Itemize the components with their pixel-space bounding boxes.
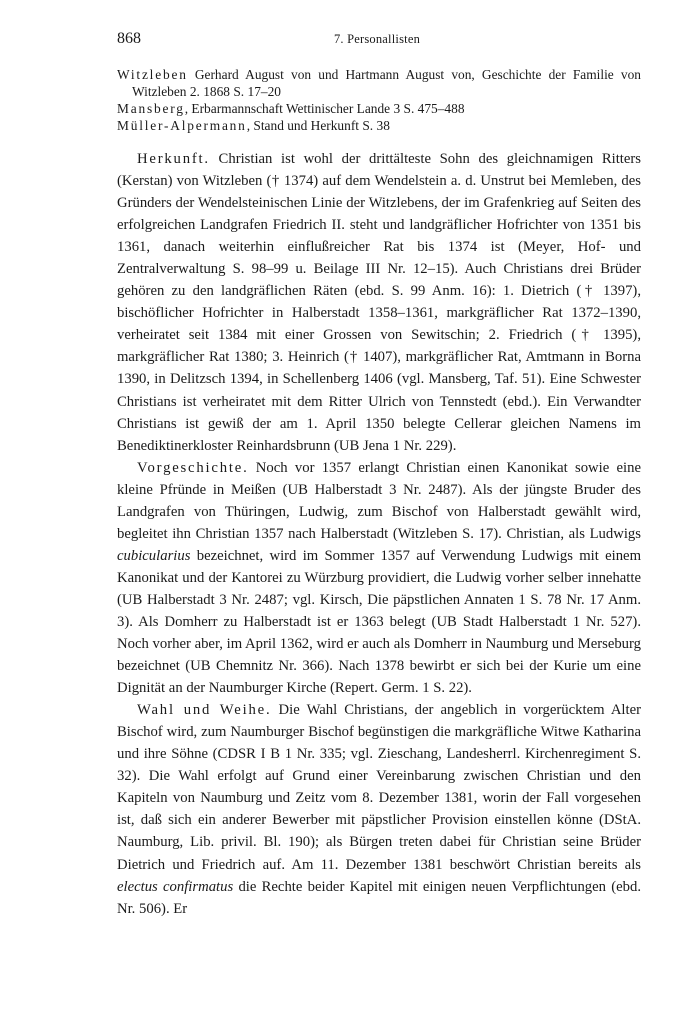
- page-header: [117, 30, 637, 52]
- paragraph-text: Christian ist wohl der drittälteste Sohn des gleichnamigen Ritters (Kerstan) von Witzleben († 1374) auf dem Wendelstein a. d. Unstrut bei Memleben, des Gründers der Wendelsteinischen Linie der Witzlebens, der im Grafenkrieg auf Seiten des erfolgreichen Landgrafen Friedrich II. steht und landgräflicher Hofrichter von 1351 bis 1361, danach weiterhin einflußreicher Rat bis 1374 ist (Meyer, Hof- und Zentralverwaltung S. 98–99 u. Beilage III Nr. 12–15). Auch Christians drei Brüder gehören zu den landgräflichen Räten (ebd. S. 99 Anm. 16): 1. Dietrich († 1397), bischöflicher Hofrichter in Halberstadt 1358–1361, markgräflicher Rat 1372–1390, verheiratet seit 1384 mit einer Grossen von Sewitschin; 2. Friedrich († 1395), markgräflicher Rat 1380; 3. Heinrich († 1407), markgräflicher Rat, Amtmann in Borna 1390, in Delitzsch 1394, in Schellenberg 1406 (vgl. Mansberg, Taf. 51). Eine Schwester Christians ist verheiratet mit dem Ritter Ulrich von Tennstedt (ebd.). Ein Verwandter Christians ist gewiß der am 1. April 1350 belegte Cellerar gleichen Namens im Benediktinerkloster Reinhardsbrunn (UB Jena 1 Nr. 229).: [117, 151, 641, 454]
- reference-author: Mansberg: [117, 101, 185, 116]
- latin-term: cubicularius: [117, 547, 191, 564]
- paragraph-text: die Rechte beider Kapitel mit einigen neuen Verpflichtungen (ebd. Nr. 506). Er: [117, 878, 642, 917]
- paragraph-wahl-und-weihe: [117, 699, 641, 919]
- paragraph-text: Noch vor 1357 erlangt Christian einen Kanonikat sowie eine kleine Pfründe in Meißen (UB Halberstadt 3 Nr. 2487). Als der jüngste Bruder des Landgrafen von Thüringen, Ludwig, zum Bischof von Halberstadt gewählt wird, begleitet ihn Christian 1357 nach Halberstadt (Witzleben S. 17). Christian, als Ludwigs: [117, 459, 641, 542]
- reference-text: , Stand und Herkunft S. 38: [246, 118, 390, 133]
- reference-author: Witzleben: [117, 67, 188, 82]
- reference-text: , Erbarmannschaft Wettinischer Lande 3 S. 475–488: [184, 101, 465, 116]
- paragraph-text: bezeichnet, wird im Sommer 1357 auf Verwendung Ludwigs mit einem Kanonikat und der Kantorei zu Würzburg providiert, die Ludwig vorher selber innehatte (UB Halberstadt 3 Nr. 2487; vgl. Kirsch, Die päpstlichen Annaten 1 S. 78 Nr. 17 Anm. 3). Als Domherr zu Halberstadt ist er 1363 belegt (UB Stadt Halberstadt 1 Nr. 527). Noch vorher aber, im April 1362, wird er auch als Domherr in Naumburg und Merseburg bezeichnet (UB Chemnitz Nr. 366). Nach 1378 bewirbt er sich bei der Kurie um eine Dignität an der Naumburger Kirche (Repert. Germ. 1 S. 22).: [117, 547, 641, 697]
- reference-entry: [117, 117, 641, 134]
- reference-list: [117, 66, 641, 134]
- running-head: 7. Personallisten: [333, 32, 421, 46]
- section-keyword: Wahl und Weihe.: [137, 702, 272, 719]
- paragraph-vorgeschichte: [117, 457, 641, 700]
- reference-author: Müller-Alpermann: [117, 118, 247, 133]
- body-text: [117, 148, 641, 920]
- page-number: 868: [117, 30, 141, 47]
- reference-entry: [117, 66, 641, 100]
- section-keyword: Vorgeschichte.: [137, 459, 249, 476]
- reference-entry: [117, 100, 641, 117]
- paragraph-text: Die Wahl Christians, der angeblich in vorgerücktem Alter Bischof wird, zum Naumburger Bischof begünstigen die markgräfliche Witwe Katharina und ihre Söhne (CDSR I B 1 Nr. 335; vgl. Zieschang, Landesherrl. Kirchenregiment S. 32). Die Wahl erfolgt auf Grund einer Vereinbarung zwischen Christian und den Kapiteln von Naumburg und Zeitz vom 8. Dezember 1381, worin der Fall vorgesehen ist, daß sich ein anderer Bewerber mit päpstlicher Provision einstellen könne (DStA. Naumburg, Lib. privil. Bl. 190); als Bürgen treten dabei für Christian seine Brüder Dietrich und Friedrich auf. Am 11. Dezember 1381 beschwört Christian bereits als: [117, 702, 641, 873]
- section-keyword: Herkunft.: [137, 151, 210, 167]
- latin-term: electus confirmatus: [117, 878, 234, 895]
- reference-text: Gerhard August von und Hartmann August von, Geschichte der Familie von Witzleben 2. 1868 S. 17–20: [132, 67, 641, 99]
- paragraph-herkunft: [117, 148, 641, 457]
